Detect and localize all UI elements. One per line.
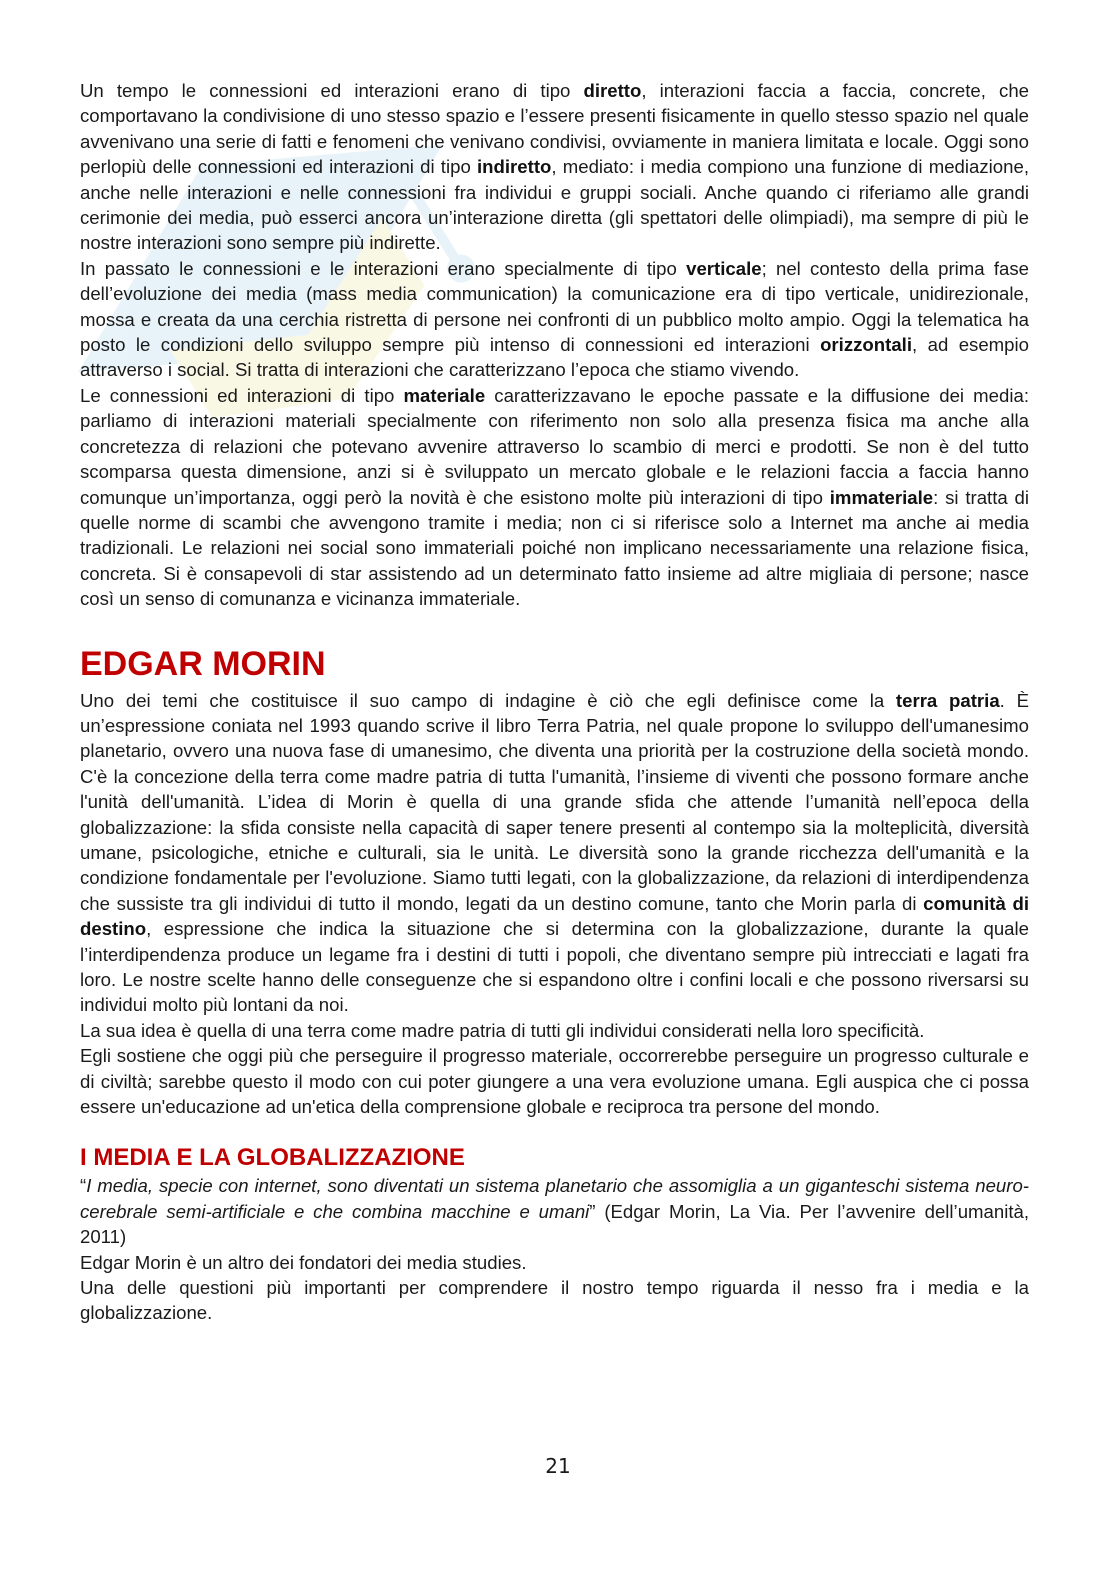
subsection-heading-media-globalizzazione: I MEDIA E LA GLOBALIZZAZIONE	[80, 1144, 465, 1172]
paragraph-terra-patria: Uno dei temi che costituisce il suo campo di indagine è ciò che egli definisce come la terra patria. È un’espressione coniata nel 1993 quando scrive il libro Terra Patria, nel quale propone lo sviluppo dell'umanesimo planetario, ovvero una nuova fase di umanesimo, che diventa una priorità per la costruzione della società mondo. C'è la concezione della terra come madre patria di tutta l'umanità, l’insieme di viventi che possono formare anche l'unità dell'umanità. L’idea di Morin è quella di una grande sfida che attende l’umanità nell’epoca della globalizzazione: la sfida consiste nella capacità di saper tenere presenti al contempo sia la molteplicità, diversità umane, psicologiche, etniche e culturali, sia le unità. Le diversità sono la grande ricchezza dell'umanità e la condizione fondamentale per l'evoluzione. Siamo tutti legati, con la globalizzazione, da relazioni di interdipendenza che sussiste tra gli individui di tutto il mondo, legati da un destino comune, tanto che Morin parla di comunità di destino, espressione che indica la situazione che si determina con la globalizzazione, durante la quale l’interdipendenza produce un legame fra i destini di tutti i popoli, che diventano sempre più intrecciati e lagati fra loro. Le nostre scelte hanno delle conseguenze che si espandono oltre i confini locali e che possono riversarsi su individui molto più lontani da noi.	[80, 689, 1030, 1016]
paragraph-fondatori-media-studies: Edgar Morin è un altro dei fondatori dei media studies.	[80, 1251, 527, 1273]
paragraph-madre-patria: La sua idea è quella di una terra come madre patria di tutti gli individui considerati nella loro specificità.	[80, 1019, 925, 1041]
paragraph-direct-indirect: Un tempo le connessioni ed interazioni erano di tipo diretto, interazioni faccia a faccia, concrete, che comportavano la condivisione di uno stesso spazio e l’essere presenti fisicamente in quello stesso spazio nel quale avvenivano una serie di fatti e fenomeni che venivano condivisi, ovviamente in maniera limitata e locale. Oggi sono perlopiù delle connessioni ed interazioni di tipo indiretto, mediato: i media compiono una funzione di mediazione, anche nelle interazioni e nelle connessioni fra individui e gruppi sociali. Anche quando ci riferiamo alle grandi cerimonie dei media, può esserci ancora un’interazione diretta (gli spettatori delle olimpiadi), ma sempre di più le nostre interazioni sono sempre più indirette.	[80, 80, 1029, 254]
paragraph-material-immaterial: Le connessioni ed interazioni di tipo materiale caratterizzavano le epoche passate e la diffusione dei media: parliamo di interazioni materiali specialmente con riferimento non solo alla presenza fisica ma anche alla concretezza di relazioni che potevano avvenire attraverso lo scambio di merci e prodotti. Se non è del tutto scomparsa questa dimensione, anzi si è sviluppato un mercato globale e le relazioni faccia a faccia hanno comunque un’importanza, oggi però la novità è che esistono molte più interazioni di tipo immateriale: si tratta di quelle norme di scambi che avvengono tramite i media; non ci si riferisce solo a Internet ma anche ai media tradizionali. Le relazioni nei social sono immateriali poiché non implicano necessariamente una relazione fisica, concreta. Si è consapevoli di star assistendo ad un determinato fatto insieme ad altre migliaia di persone; nasce così un senso di comunanza e vicinanza immateriale.	[80, 384, 1029, 610]
paragraph-progresso-culturale: Egli sostiene che oggi più che perseguire il progresso materiale, occorrerebbe perseguire un progresso culturale e di civiltà; sarebbe questo il modo con cui poter giungere a una vera evoluzione umana. Egli auspica che ci possa essere un'educazione ad un'etica della comprensione globale e reciproca tra persone del mondo.	[80, 1045, 1029, 1118]
quote-morin-la-via: “I media, specie con internet, sono diventati un sistema planetario che assomiglia a un giganteschi sistema neuro-cerebrale semi-artificiale e che combina macchine e umani” (Edgar Morin, La Via. Per l’avvenire dell’umanità, 2011)	[80, 1175, 1030, 1248]
page-number: 21	[545, 1454, 571, 1478]
paragraph-vertical-horizontal: In passato le connessioni e le interazioni erano specialmente di tipo verticale; nel contesto della prima fase dell’evoluzione dei media (mass media communication) la comunicazione era di tipo verticale, unidirezionale, mossa e creata da una cerchia ristretta di persone nei confronti di un pubblico molto ampio. Oggi la telematica ha posto le condizioni dello sviluppo sempre più intenso di connessioni ed interazioni orizzontali, ad esempio attraverso i social. Si tratta di interazioni che caratterizzano l’epoca che stiamo vivendo.	[80, 257, 1029, 381]
document-page	[80, 78, 1029, 1326]
section-heading-edgar-morin: EDGAR MORIN	[80, 644, 326, 683]
paragraph-nesso-media-globalizzazione: Una delle questioni più importanti per comprendere il nostro tempo riguarda il nesso fra i media e la globalizzazione.	[80, 1277, 1029, 1324]
